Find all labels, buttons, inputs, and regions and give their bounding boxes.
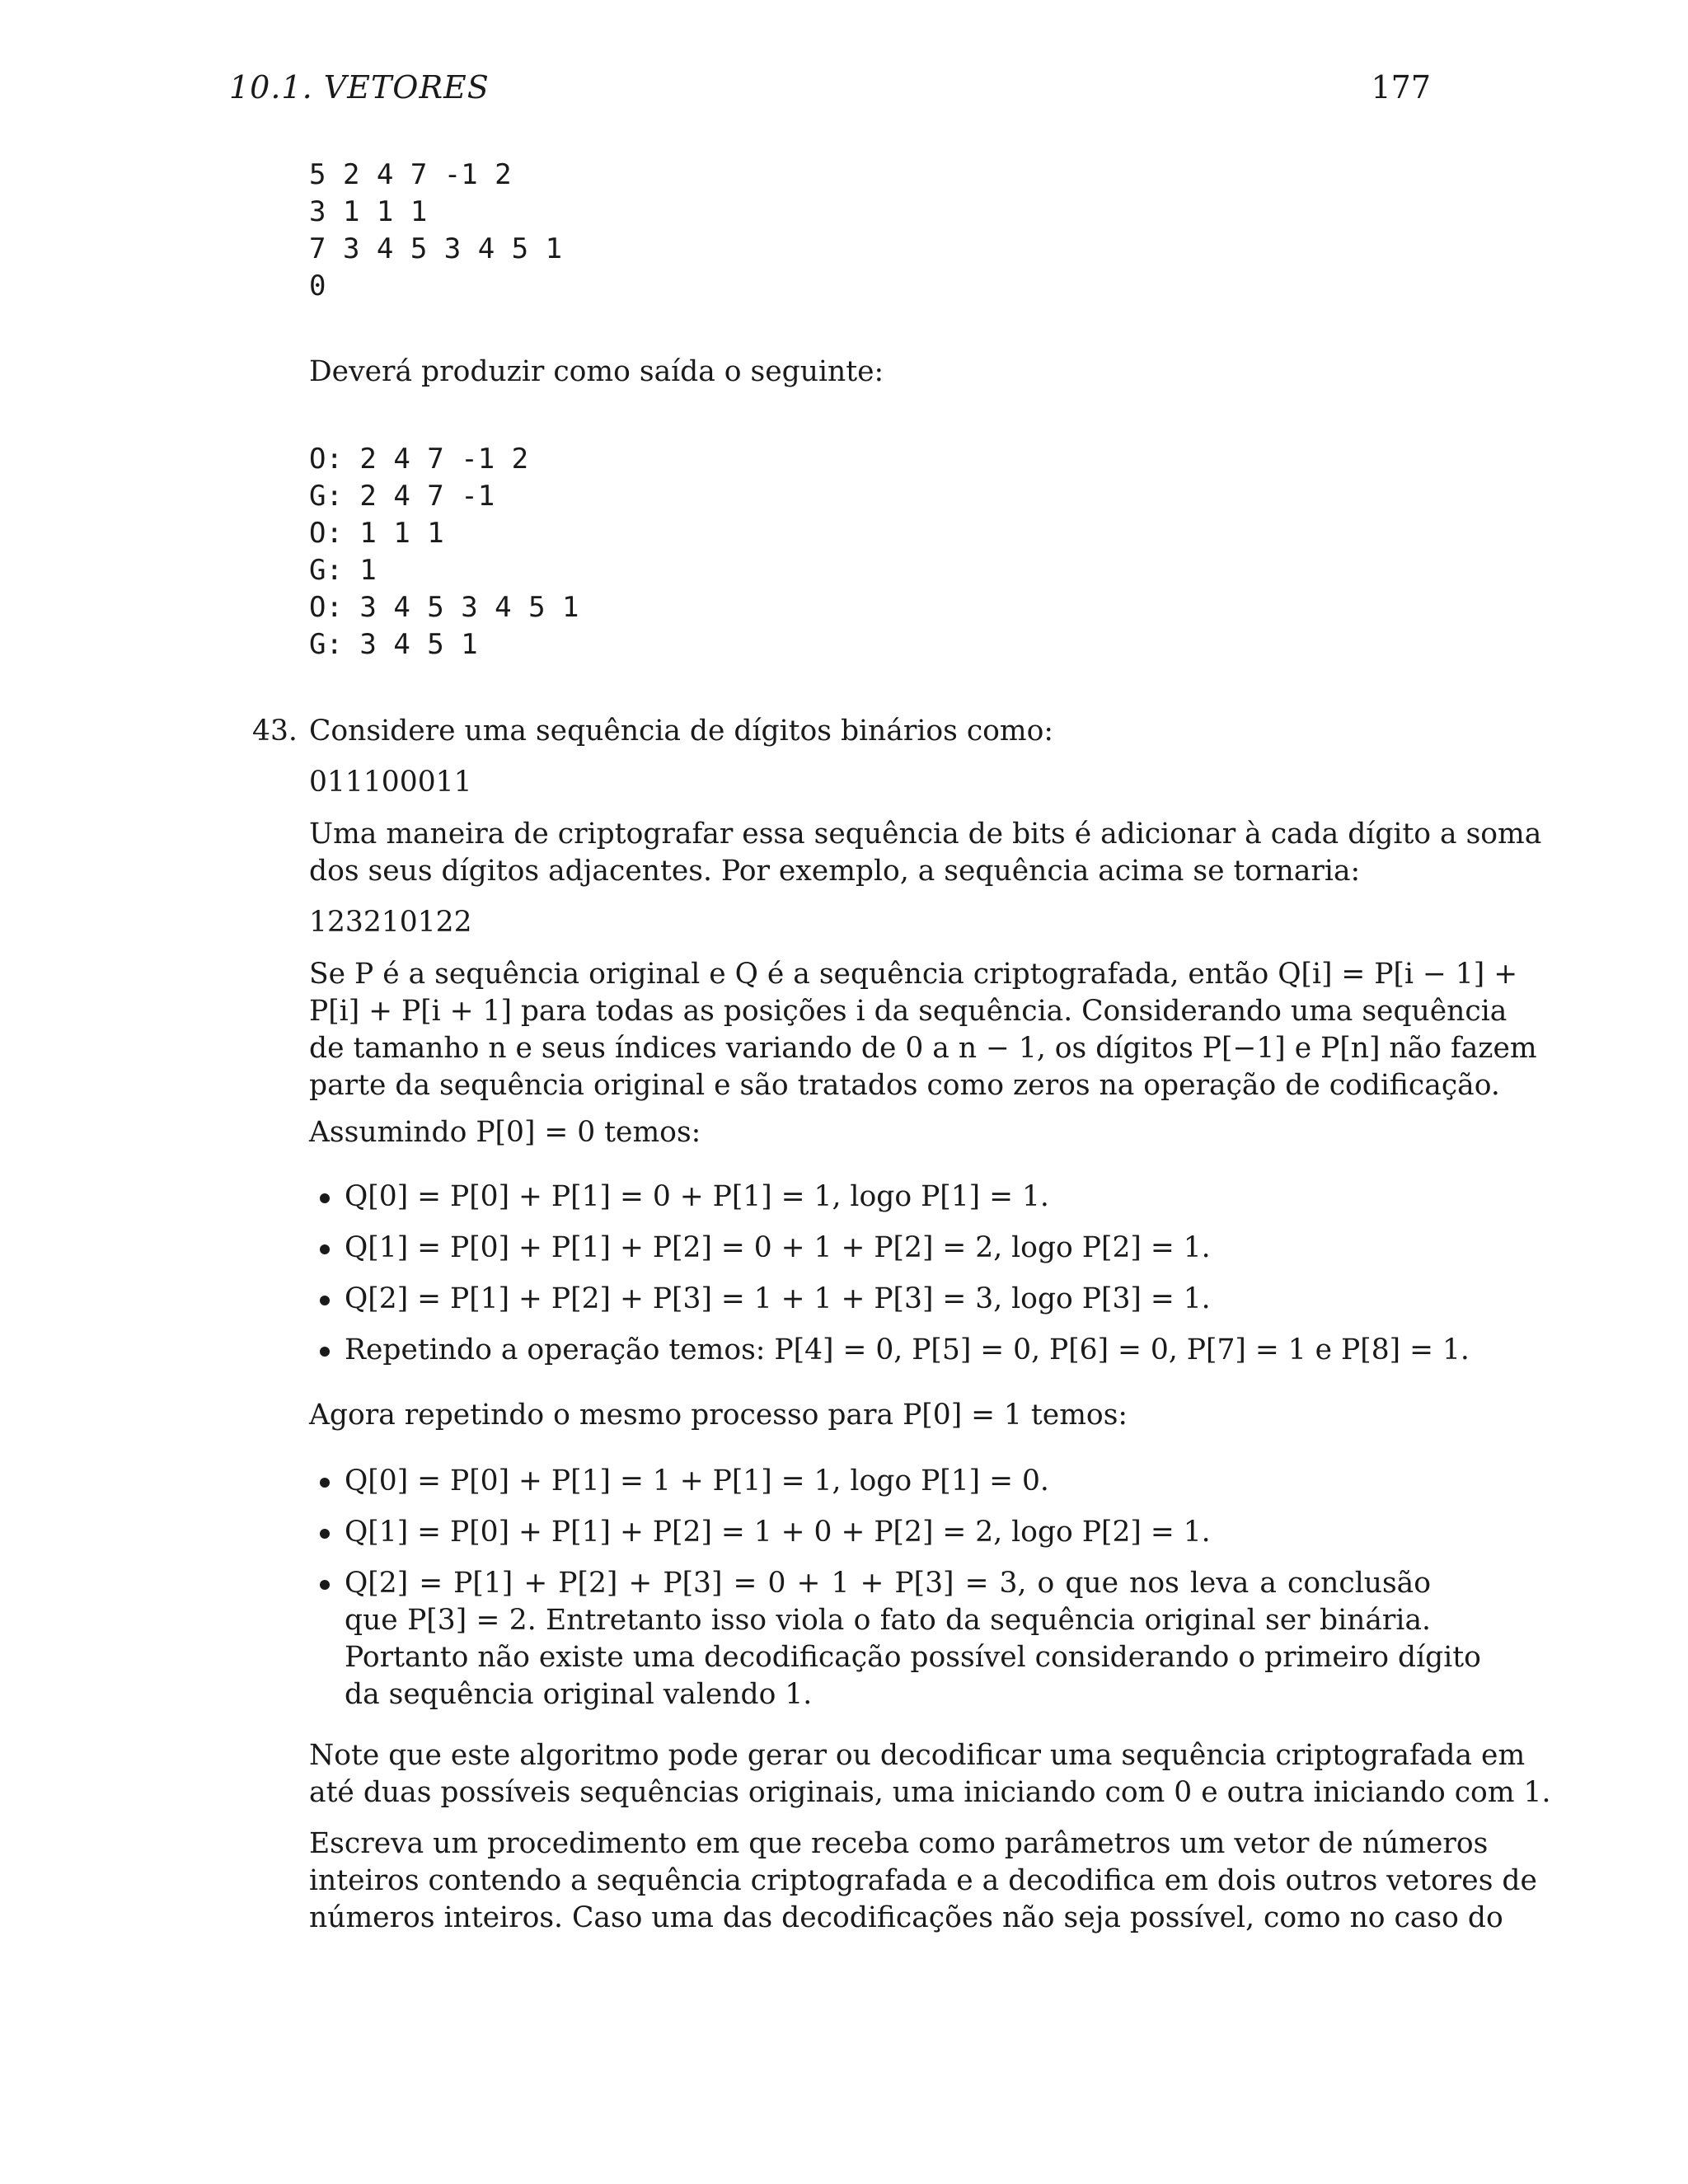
note-paragraph	[309, 1737, 1551, 1811]
bullet-icon	[320, 1478, 330, 1488]
list-item	[345, 1514, 1431, 1551]
text-line: Q[0] = P[0] + P[1] = 0 + P[1] = 1, logo P[1] = 1.	[345, 1180, 1049, 1213]
case-zero-list	[345, 1179, 1470, 1369]
text-line: Q[1] = P[0] + P[1] + P[2] = 0 + 1 + P[2] = 2, logo P[2] = 1.	[345, 1231, 1211, 1264]
text-line: Q[2] = P[1] + P[2] + P[3] = 1 + 1 + P[3] = 3, logo P[3] = 1.	[345, 1282, 1211, 1315]
encrypted-sequence	[309, 904, 1431, 941]
exercise-number: 43.	[252, 715, 298, 748]
exercise-intro	[309, 713, 1431, 750]
text-line: Q[1] = P[0] + P[1] + P[2] = 1 + 0 + P[2] = 2, logo P[2] = 1.	[345, 1516, 1211, 1549]
text-line: Se P é a sequência original e Q é a sequência criptografada, então Q[i] = P[i − 1] +	[309, 958, 1518, 991]
case-one-intro	[309, 1397, 1431, 1434]
code-line: 5 2 4 7 -1 2	[309, 158, 512, 191]
code-line: G: 1	[309, 554, 377, 587]
binary-sequence	[309, 764, 1431, 801]
bullet-icon	[320, 1347, 330, 1357]
list-item	[345, 1281, 1431, 1318]
output-intro	[309, 354, 1431, 391]
text-line: até duas possíveis sequências originais, uma iniciando com 0 e outra iniciando com 1.	[309, 1776, 1551, 1809]
text-line: Escreva um procedimento em que receba como parâmetros um vetor de números	[309, 1827, 1489, 1860]
definition-paragraph	[309, 956, 1537, 1104]
list-item	[345, 1565, 1481, 1713]
text-line: Assumindo P[0] = 0 temos:	[309, 1116, 701, 1149]
text-line: Considere uma sequência de dígitos binários como:	[309, 715, 1054, 748]
text-line: Note que este algoritmo pode gerar ou decodificar uma sequência criptografada em	[309, 1739, 1526, 1772]
text-line: de tamanho n e seus índices variando de 0 a n − 1, os dígitos P[−1] e P[n] não fazem	[309, 1032, 1537, 1065]
text-line: P[i] + P[i + 1] para todas as posições i da sequência. Considerando uma sequência	[309, 995, 1507, 1028]
text-line: da sequência original valendo 1.	[345, 1678, 813, 1711]
list-item	[345, 1463, 1431, 1500]
bullet-icon	[320, 1580, 330, 1590]
text-line: dos seus dígitos adjacentes. Por exemplo, a sequência acima se tornaria:	[309, 855, 1361, 888]
bullet-icon	[320, 1193, 330, 1203]
case-one-list	[345, 1463, 1481, 1713]
output-example-block	[309, 441, 579, 663]
code-line: O: 3 4 5 3 4 5 1	[309, 591, 579, 624]
text-line: Repetindo a operação temos: P[4] = 0, P[5] = 0, P[6] = 0, P[7] = 1 e P[8] = 1.	[345, 1333, 1470, 1366]
text-line: 011100011	[309, 766, 472, 799]
code-line: 7 3 4 5 3 4 5 1	[309, 232, 563, 265]
text-line: números inteiros. Caso uma das decodificações não seja possível, como no caso do	[309, 1901, 1503, 1934]
bullet-icon	[320, 1529, 330, 1539]
running-header	[229, 66, 1431, 109]
text-line: Q[2] = P[1] + P[2] + P[3] = 0 + 1 + P[3] = 3, o que nos leva a conclusão	[345, 1567, 1431, 1600]
code-line: 3 1 1 1	[309, 195, 428, 228]
section-title: 10.1. VETORES	[229, 69, 490, 105]
text-line: Portanto não existe uma decodificação possível considerando o primeiro dígito	[345, 1641, 1481, 1674]
input-example-block	[309, 157, 562, 305]
bullet-icon	[320, 1244, 330, 1254]
code-line: 0	[309, 269, 326, 302]
text-line: parte da sequência original e são tratados como zeros na operação de codificação.	[309, 1069, 1500, 1102]
code-line: G: 3 4 5 1	[309, 628, 478, 661]
text-line: inteiros contendo a sequência criptografada e a decodifica em dois outros vetores de	[309, 1864, 1537, 1897]
text-line: 123210122	[309, 906, 472, 939]
code-line: O: 1 1 1	[309, 517, 444, 550]
task-paragraph	[309, 1825, 1537, 1937]
code-line: O: 2 4 7 -1 2	[309, 443, 529, 476]
text-line: Q[0] = P[0] + P[1] = 1 + P[1] = 1, logo P[1] = 0.	[345, 1465, 1049, 1497]
text-line: Uma maneira de criptografar essa sequência de bits é adicionar à cada dígito a soma	[309, 818, 1542, 851]
case-zero-intro	[309, 1114, 1431, 1151]
bullet-icon	[320, 1296, 330, 1305]
list-item	[345, 1230, 1431, 1267]
text-line: Agora repetindo o mesmo processo para P[0] = 1 temos:	[309, 1399, 1128, 1432]
list-item	[345, 1179, 1431, 1216]
page-number: 177	[1371, 69, 1431, 105]
list-item	[345, 1332, 1470, 1369]
code-line: G: 2 4 7 -1	[309, 480, 495, 513]
encryption-description	[309, 816, 1542, 890]
text-line: Deverá produzir como saída o seguinte:	[309, 355, 884, 388]
text-line: que P[3] = 2. Entretanto isso viola o fato da sequência original ser binária.	[345, 1604, 1431, 1637]
